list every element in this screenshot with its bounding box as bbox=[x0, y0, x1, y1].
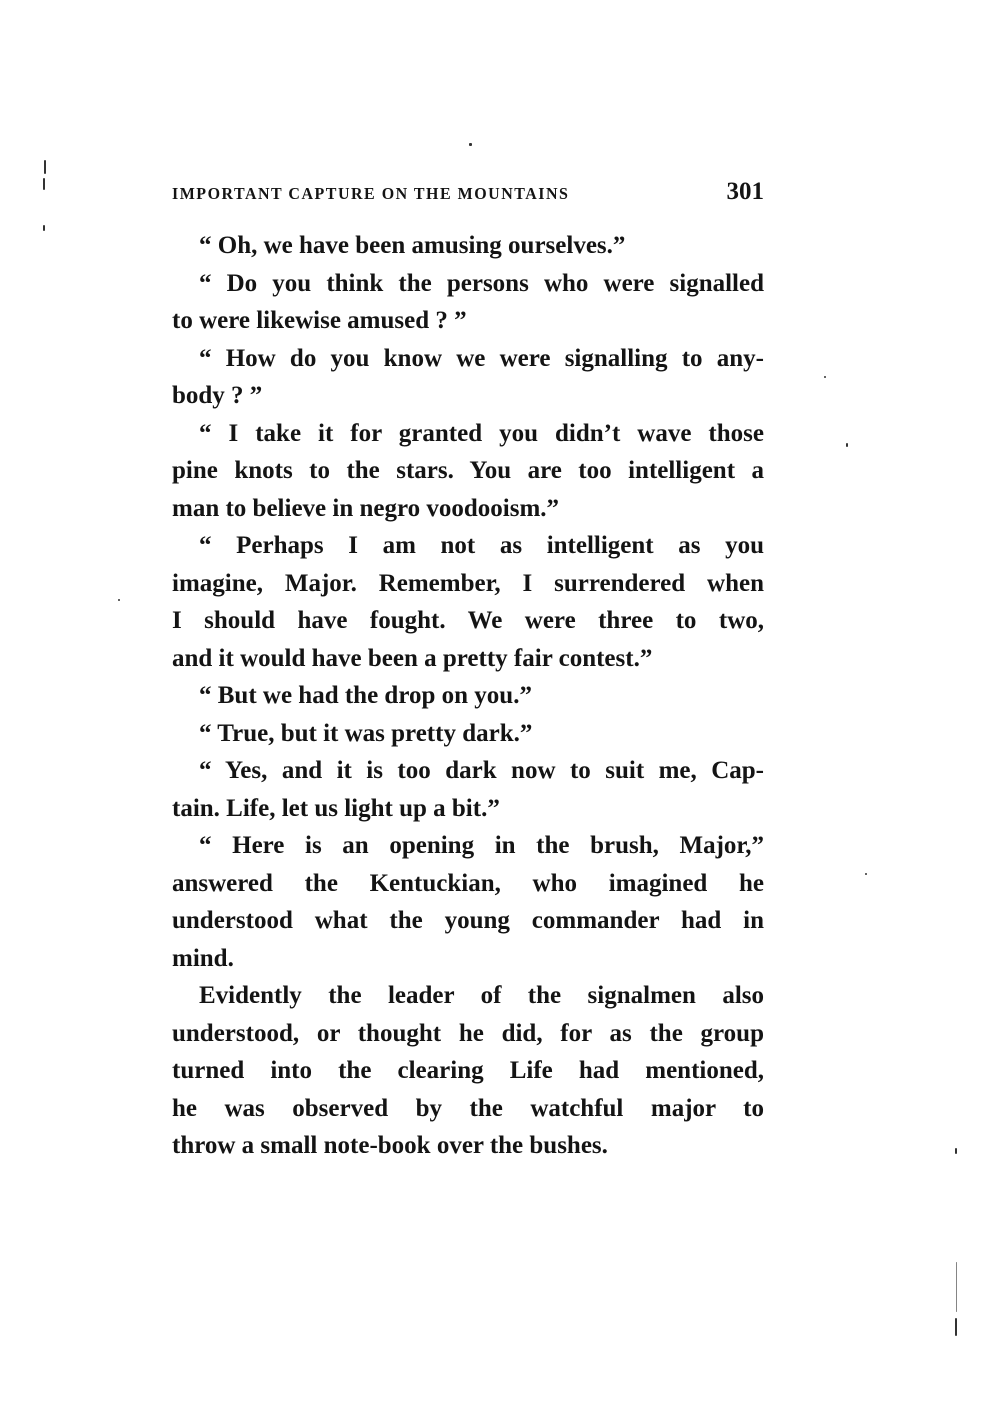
text-line: mind. bbox=[172, 944, 234, 972]
text-line: throw a small note-book over the bushes. bbox=[172, 1132, 608, 1159]
scan-mark bbox=[955, 1148, 957, 1154]
text-line: man to believe in negro voodooism.” bbox=[172, 494, 560, 522]
running-header bbox=[172, 178, 764, 206]
scan-mark bbox=[824, 376, 826, 378]
text-line: “ But we had the drop on you.” bbox=[199, 682, 532, 709]
scan-mark bbox=[955, 1318, 957, 1336]
text-line: body ? ” bbox=[172, 382, 263, 409]
scan-mark bbox=[846, 443, 848, 447]
scan-mark bbox=[118, 599, 120, 601]
text-line: “ I take it for granted you didn’t wave those bbox=[199, 419, 764, 447]
text-line: understood what the young commander had in bbox=[172, 907, 764, 934]
scan-mark bbox=[469, 143, 472, 146]
text-line: “ Here is an opening in the brush, Major,” bbox=[199, 832, 764, 859]
text-line: “ Oh, we have been amusing ourselves.” bbox=[199, 232, 626, 259]
text-line: “ How do you know we were signalling to any- bbox=[199, 344, 764, 372]
text-line: I should have fought. We were three to two, bbox=[172, 607, 764, 634]
text-line: Evidently the leader of the signalmen also bbox=[199, 982, 764, 1009]
scan-mark bbox=[865, 873, 867, 875]
running-head-title: IMPORTANT CAPTURE ON THE MOUNTAINS bbox=[172, 184, 570, 203]
text-line: imagine, Major. Remember, I surrendered when bbox=[172, 569, 764, 597]
text-line: “ Perhaps I am not as intelligent as you bbox=[199, 532, 764, 559]
scan-mark bbox=[43, 225, 45, 231]
text-line: “ True, but it was pretty dark.” bbox=[199, 719, 533, 747]
scan-mark bbox=[956, 1262, 957, 1312]
text-line: tain. Life, let us light up a bit.” bbox=[172, 794, 500, 822]
scan-mark bbox=[43, 178, 45, 190]
text-line: understood, or thought he did, for as the group bbox=[172, 1019, 764, 1047]
text-line: to were likewise amused ? ” bbox=[172, 307, 467, 334]
scan-mark bbox=[44, 160, 46, 174]
text-line: and it would have been a pretty fair contest.” bbox=[172, 644, 653, 672]
text-line: answered the Kentuckian, who imagined he bbox=[172, 869, 764, 897]
text-line: “ Yes, and it is too dark now to suit me, Cap- bbox=[199, 757, 764, 784]
page-number: 301 bbox=[726, 178, 764, 205]
text-line: he was observed by the watchful major to bbox=[172, 1094, 764, 1122]
text-line: pine knots to the stars. You are too intelligent a bbox=[172, 457, 764, 484]
text-line: turned into the clearing Life had mentioned, bbox=[172, 1057, 764, 1084]
text-line: “ Do you think the persons who were signalled bbox=[199, 269, 764, 297]
body-text bbox=[172, 227, 764, 1165]
